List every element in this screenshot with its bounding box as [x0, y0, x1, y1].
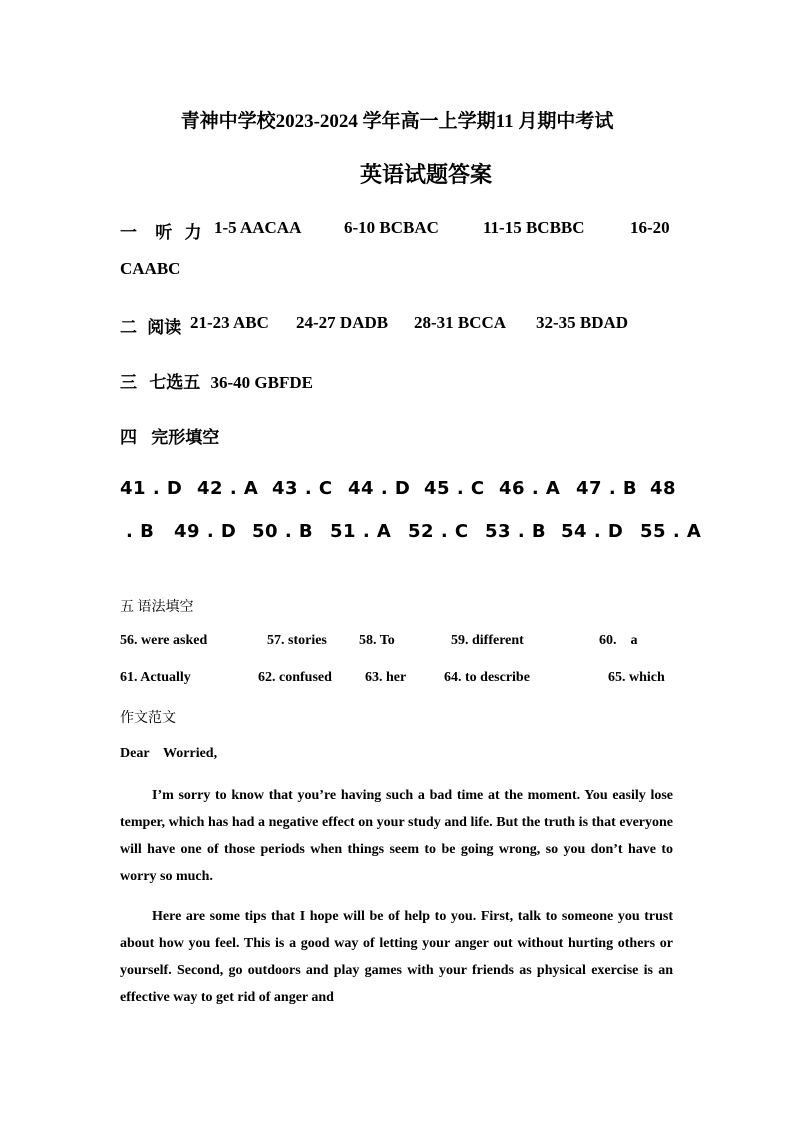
cloze-answer: 41 . D [120, 478, 183, 499]
grammar-answer: 65. which [608, 670, 665, 685]
grammar-answer: 59. different [451, 633, 524, 648]
grammar-answer: 64. to describe [444, 670, 530, 685]
section-name: 七选五 [149, 373, 201, 392]
answer-group: 28-31 BCCA [414, 313, 507, 332]
cloze-answer: 50 . B [252, 521, 314, 542]
answer-continuation: CAABC [120, 259, 181, 278]
section-listening [120, 218, 206, 243]
section-cloze [120, 423, 219, 448]
cloze-answer: 44 . D [348, 478, 411, 499]
answer-group: 36-40 GBFDE [210, 373, 313, 392]
cloze-answer: 45 . C [424, 478, 485, 499]
section-name: 听 力 [155, 223, 206, 242]
answer-group: 1-5 AACAA [214, 218, 302, 237]
essay-paragraph: I’m sorry to know that you’re having such a bad time at the moment. You easily lose temper, which has had a negative effect on your study and life. But the truth is that everyone will have one of those periods when things seem to be going wrong, so you don’t have to worry so much. [120, 788, 673, 884]
grammar-answer: 61. Actually [120, 670, 191, 685]
grammar-answer: 56. were asked [120, 633, 208, 648]
cloze-answer: 55 . A [640, 521, 702, 542]
answer-group: 6-10 BCBAC [344, 218, 439, 237]
grammar-answer: 58. To [359, 633, 395, 648]
section-reading [120, 313, 181, 338]
cloze-answer: 48 [650, 478, 677, 499]
essay-heading: 作文范文 [120, 711, 176, 726]
cloze-answer: 47 . B [576, 478, 638, 499]
cloze-answer: 51 . A [330, 521, 392, 542]
answer-group: 16-20 [630, 218, 670, 237]
answer-group: 32-35 BDAD [536, 313, 629, 332]
cloze-answer: 49 . D [174, 521, 237, 542]
grammar-answer: 62. confused [258, 670, 332, 685]
page-title: 青神中学校2023-2024 学年高一上学期11 月期中考试 [180, 111, 614, 132]
section-grammar-heading: 五 语法填空 [120, 600, 194, 615]
answer-group: 21-23 ABC [190, 313, 269, 332]
section-name: 完形填空 [151, 428, 220, 447]
essay-salutation: Dear Worried, [120, 746, 218, 761]
section-number: 二 [120, 318, 137, 337]
section-number: 四 [120, 428, 137, 447]
grammar-answer: 60. a [599, 633, 638, 648]
cloze-answer: 53 . B [485, 521, 547, 542]
page-subtitle: 英语试题答案 [360, 162, 493, 187]
cloze-answer: 52 . C [408, 521, 469, 542]
answer-group: 11-15 BCBBC [483, 218, 585, 237]
section-name: 阅读 [147, 318, 182, 337]
cloze-answer: 54 . D [561, 521, 624, 542]
section-number: 一 [120, 223, 137, 242]
section-seven-choose-five [120, 368, 313, 393]
grammar-answer: 57. stories [267, 633, 327, 648]
cloze-answer: 43 . C [272, 478, 333, 499]
cloze-answer: . B [126, 521, 155, 542]
grammar-answer: 63. her [365, 670, 407, 685]
section-number: 三 [120, 373, 137, 392]
answer-group: 24-27 DADB [296, 313, 389, 332]
cloze-answer: 46 . A [499, 478, 561, 499]
essay-paragraph: Here are some tips that I hope will be of help to you. First, talk to someone you trust about how you feel. This is a good way of letting your anger out without hurting others or yourself. Second, go outdoors and play games with your friends as physical exercise is an effective way to get rid of anger and [120, 909, 673, 1005]
cloze-answer: 42 . A [197, 478, 259, 499]
